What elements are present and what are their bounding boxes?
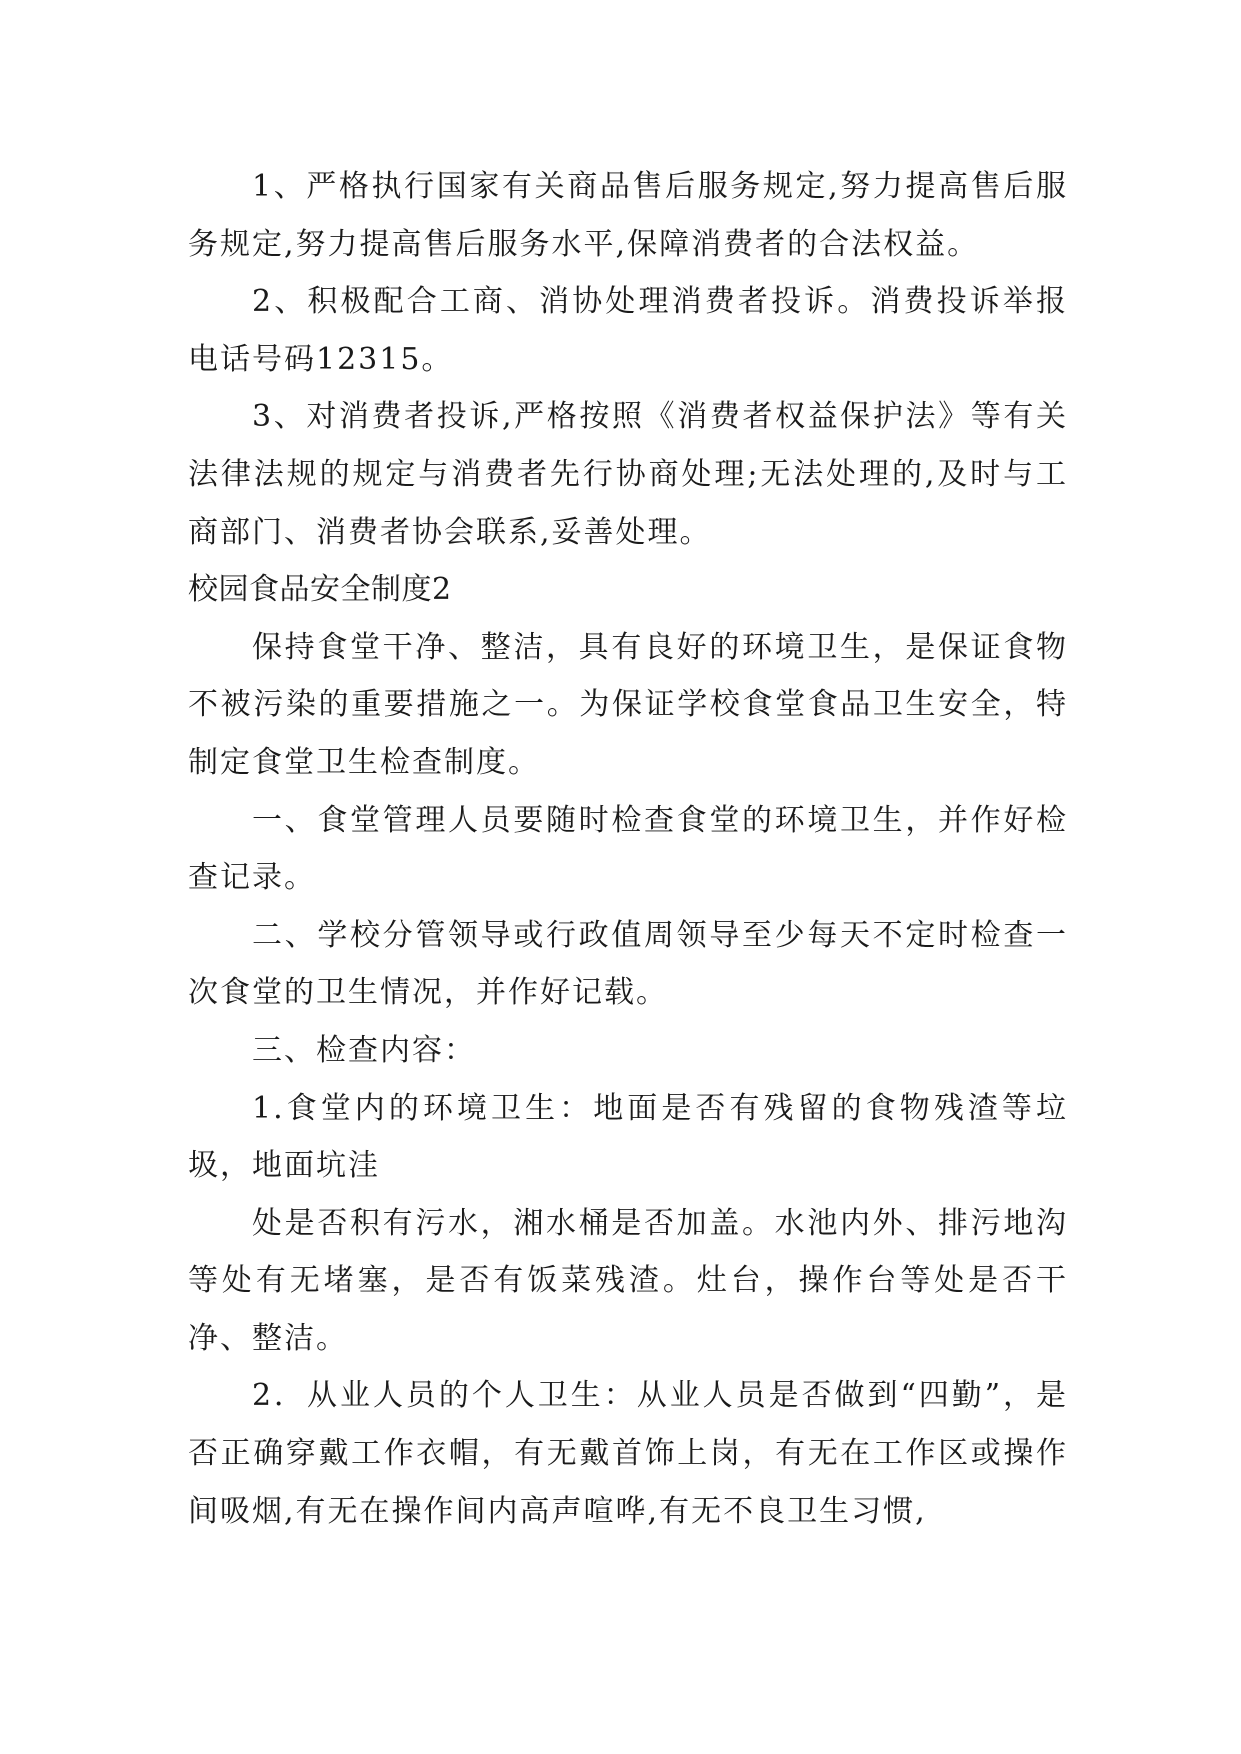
- paragraph-consumer-law-3: 3、对消费者投诉,严格按照《消费者权益保护法》等有关法律法规的规定与消费者先行协商处理;无法处理的,及时与工商部门、消费者协会联系,妥善处理。: [188, 399, 1068, 550]
- paragraph-rule-1: 一、食堂管理人员要随时检查食堂的环境卫生，并作好检查记录。: [188, 802, 1068, 896]
- paragraph-rule-2: 二、学校分管领导或行政值周领导至少每天不定时检查一次食堂的卫生情况，并作好记载。: [188, 917, 1068, 1011]
- paragraph-intro: 保持食堂干净、整洁，具有良好的环境卫生，是保证食物不被污染的重要措施之一。为保证学校食堂食品卫生安全，特制定食堂卫生检查制度。: [188, 629, 1068, 780]
- paragraph-complaints-2: 2、积极配合工商、消协处理消费者投诉。消费投诉举报电话号码12315。: [188, 284, 1068, 377]
- paragraph-after-sales-1: 1、严格执行国家有关商品售后服务规定,努力提高售后服务规定,努力提高售后服务水平,保障消费者的合法权益。: [188, 169, 1068, 262]
- paragraph-rule-3: 三、检查内容：: [252, 1032, 476, 1068]
- document-body: [188, 158, 1068, 1540]
- paragraph-item-2: 2．从业人员的个人卫生：从业人员是否做到“四勤”，是否正确穿戴工作衣帽，有无戴首饰上岗，有无在工作区或操作间吸烟,有无在操作间内高声喧哗,有无不良卫生习惯,: [188, 1378, 1068, 1529]
- paragraph-item-1-continued: 处是否积有污水，湘水桶是否加盖。水池内外、排污地沟等处有无堵塞，是否有饭菜残渣。灶台，操作台等处是否干净、整洁。: [188, 1205, 1068, 1356]
- section-heading: 校园食品安全制度2: [188, 572, 452, 608]
- paragraph-item-1: 1.食堂内的环境卫生：地面是否有残留的食物残渣等垃圾，地面坑洼: [188, 1090, 1068, 1184]
